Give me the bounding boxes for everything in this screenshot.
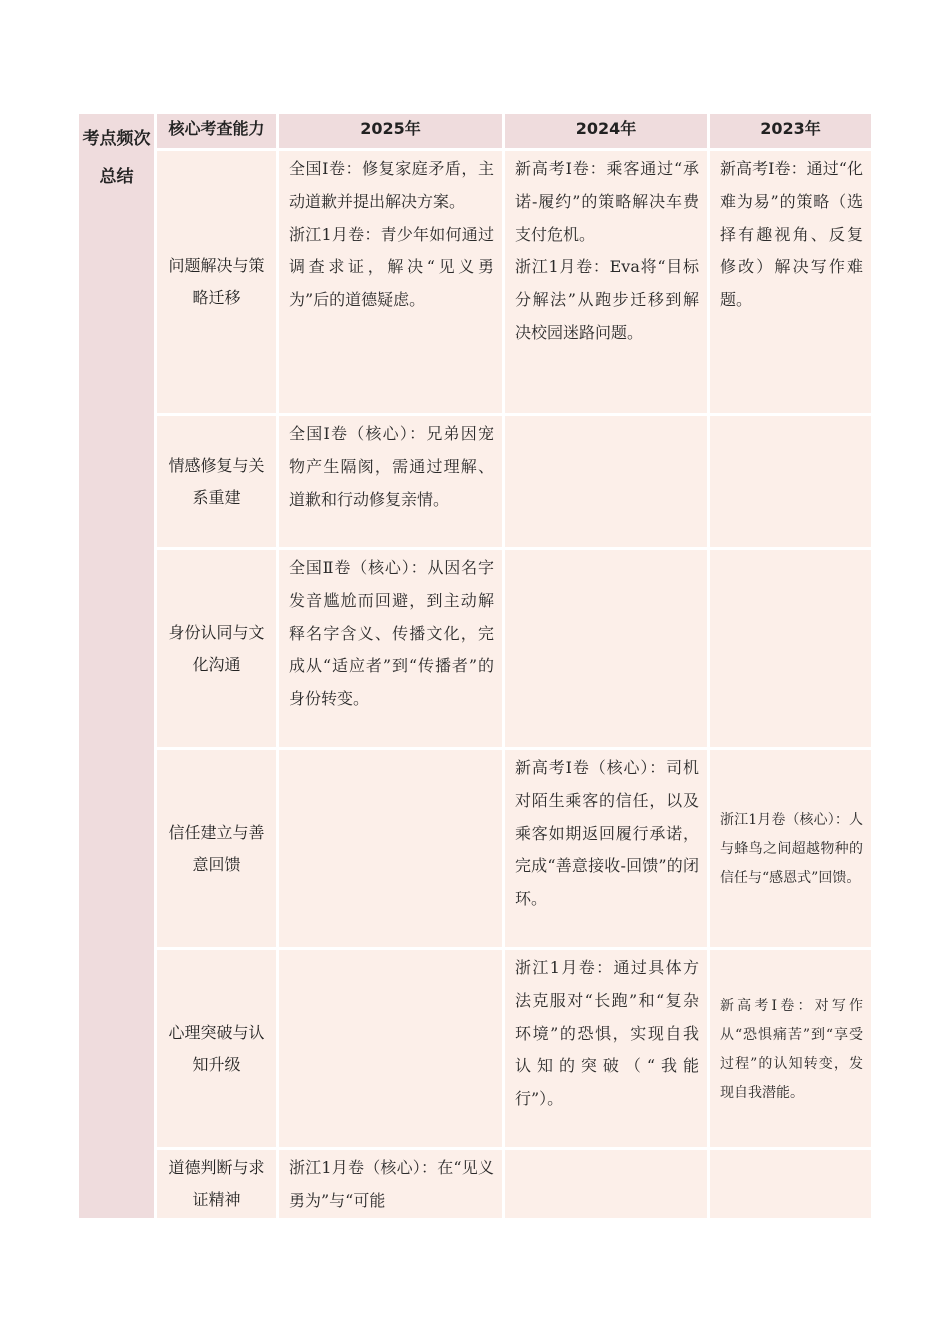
cell-2025 <box>279 416 502 547</box>
cell-2024-empty <box>505 550 707 747</box>
cell-text: 全国Ⅰ卷：修复家庭矛盾，主动道歉并提出解决方案。 <box>289 159 494 211</box>
row-ability-label: 身份认同与文化沟通 <box>168 622 265 674</box>
row-ability-label: 情感修复与关系重建 <box>168 455 265 507</box>
cell-2025-empty <box>279 750 502 947</box>
row-ability-label: 心理突破与认知升级 <box>168 1022 265 1074</box>
cell-2025-empty <box>279 950 502 1147</box>
cell-2024-empty <box>505 416 707 547</box>
cell-text: 浙江1月卷：通过具体方法克服对“长跑”和“复杂环境”的恐惧，实现自我认知的突破（“我能行”）。 <box>515 958 699 1109</box>
cell-text: 浙江1月卷（核心）：人与蜂鸟之间超越物种的信任与“感恩式”回馈。 <box>720 812 863 886</box>
cell-2024-empty <box>505 1150 707 1218</box>
row-ability <box>157 151 276 413</box>
cell-2024 <box>505 750 707 947</box>
cell-2023-empty <box>710 1150 871 1218</box>
row-ability <box>157 750 276 947</box>
cell-text: 新高考Ⅰ卷：通过“化难为易”的策略（选择有趣视角、反复修改）解决写作难题。 <box>720 159 863 310</box>
cell-2024 <box>505 950 707 1147</box>
cell-text: 新高考Ⅰ卷：对写作从“恐惧痛苦”到“享受过程”的认知转变，发现自我潜能。 <box>720 997 863 1101</box>
cell-2024 <box>505 151 707 413</box>
header-2025: 2025年 <box>279 114 502 148</box>
cell-2025 <box>279 550 502 747</box>
cell-text: 全国Ⅱ卷（核心）：从因名字发音尴尬而回避，到主动解释名字含义、传播文化，完成从“适应者”到“传播者”的身份转变。 <box>289 558 494 709</box>
row-ability <box>157 1150 276 1218</box>
cell-text: 新高考Ⅰ卷（核心）：司机对陌生乘客的信任，以及乘客如期返回履行承诺，完成“善意接收-回馈”的闭环。 <box>515 758 699 909</box>
cell-2025 <box>279 151 502 413</box>
row-ability-label: 信任建立与善意回馈 <box>168 822 265 874</box>
side-title: 考点频次总结 <box>82 129 151 187</box>
cell-2023 <box>710 750 871 947</box>
side-title-column <box>79 114 154 1218</box>
cell-2023 <box>710 950 871 1147</box>
cell-text: 浙江1月卷（核心）：在“见义勇为”与“可能 <box>289 1158 494 1210</box>
row-ability <box>157 950 276 1147</box>
cell-text: 新高考Ⅰ卷：乘客通过“承诺-履约”的策略解决车费支付危机。 <box>515 159 699 244</box>
row-ability <box>157 416 276 547</box>
row-ability-label: 问题解决与策略迁移 <box>168 256 265 307</box>
header-2024: 2024年 <box>505 114 707 148</box>
summary-table <box>79 114 871 1218</box>
cell-text: 全国Ⅰ卷（核心）：兄弟因宠物产生隔阂，需通过理解、道歉和行动修复亲情。 <box>289 424 494 509</box>
row-ability-label: 道德判断与求证精神 <box>168 1158 265 1209</box>
cell-2023-empty <box>710 550 871 747</box>
header-2023: 2023年 <box>710 114 871 148</box>
cell-text: 浙江1月卷：Eva将“目标分解法”从跑步迁移到解决校园迷路问题。 <box>515 257 699 342</box>
cell-2023 <box>710 151 871 413</box>
row-ability <box>157 550 276 747</box>
cell-text: 浙江1月卷：青少年如何通过调查求证，解决“见义勇为”后的道德疑虑。 <box>289 224 494 310</box>
cell-2023-empty <box>710 416 871 547</box>
header-ability: 核心考查能力 <box>157 114 276 148</box>
cell-2025 <box>279 1150 502 1218</box>
